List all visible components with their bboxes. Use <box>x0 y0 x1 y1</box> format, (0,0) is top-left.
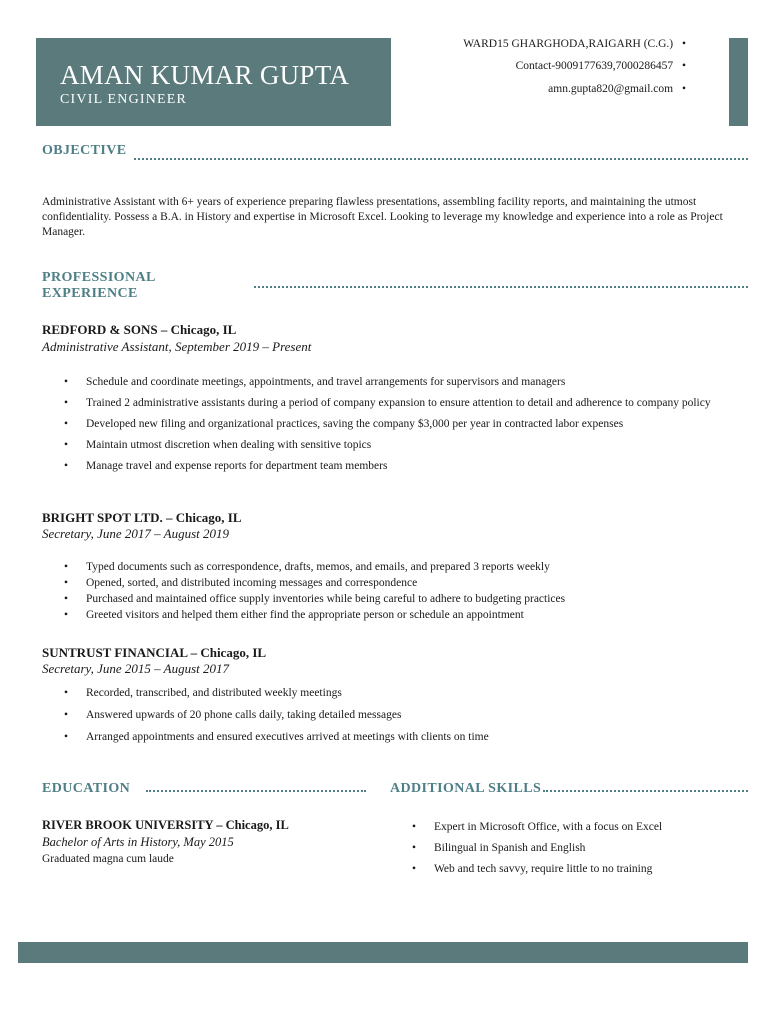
list-item <box>42 708 742 723</box>
footer-bar <box>18 942 748 963</box>
education-school <box>42 818 289 833</box>
job-bullets <box>42 560 742 623</box>
job-company: BRIGHT SPOT LTD. – Chicago, IL <box>42 510 242 525</box>
list-item <box>42 417 742 432</box>
list-item <box>42 730 742 745</box>
job-role: Secretary, June 2015 – August 2017 <box>42 661 230 676</box>
list-item <box>390 862 748 877</box>
bullet-text: Greeted visitors and helped them either find the appropriate person or schedule an appointment <box>86 609 524 621</box>
bullet-icon: • <box>64 376 69 388</box>
bullet-icon: • <box>681 60 686 72</box>
experience-heading-line2: EXPERIENCE <box>42 286 138 301</box>
objective-heading: OBJECTIVE <box>42 143 127 158</box>
bullet-icon: • <box>64 593 69 605</box>
experience-heading-line1: PROFESSIONAL <box>42 270 156 285</box>
bullet-text: Opened, sorted, and distributed incoming messages and correspondence <box>86 577 418 589</box>
bullet-icon: • <box>64 439 69 451</box>
bullet-text: Schedule and coordinate meetings, appointments, and travel arrangements for supervisors and managers <box>86 376 566 388</box>
section-divider <box>134 158 748 160</box>
job-bullets <box>42 686 742 745</box>
section-divider <box>543 790 748 792</box>
skill-text: Web and tech savvy, require little to no training <box>434 863 653 875</box>
school-location: – Chicago, IL <box>213 818 289 832</box>
bullet-text: Answered upwards of 20 phone calls daily, taking detailed messages <box>86 709 402 721</box>
accent-bar <box>729 38 748 126</box>
candidate-title: CIVIL ENGINEER <box>60 92 188 107</box>
job-company: SUNTRUST FINANCIAL – Chicago, IL <box>42 645 267 660</box>
list-item <box>42 686 742 701</box>
job-bullets <box>42 375 742 474</box>
bullet-text: Trained 2 administrative assistants during a period of company expansion to ensure attention to detail and adherence to company policy <box>86 397 711 409</box>
bullet-icon: • <box>64 561 69 573</box>
list-item <box>42 375 742 390</box>
phone-line <box>516 60 686 72</box>
address-text: WARD15 GHARGHODA,RAIGARH (C.G.) <box>463 38 674 50</box>
education-heading: EDUCATION <box>42 781 131 796</box>
list-item <box>42 459 742 474</box>
list-item <box>42 438 742 453</box>
bullet-text: Maintain utmost discretion when dealing with sensitive topics <box>86 439 372 451</box>
education-honors: Graduated magna cum laude <box>42 853 174 865</box>
bullet-text: Recorded, transcribed, and distributed weekly meetings <box>86 687 342 699</box>
skill-text: Bilingual in Spanish and English <box>434 842 586 854</box>
list-item <box>390 820 748 835</box>
candidate-name: AMAN KUMAR GUPTA <box>60 60 350 90</box>
list-item <box>42 576 742 591</box>
experience-heading <box>42 270 156 302</box>
section-divider <box>146 790 366 792</box>
bullet-icon: • <box>412 842 417 854</box>
bullet-icon: • <box>64 687 69 699</box>
bullet-icon: • <box>681 38 686 50</box>
email-text: amn.gupta820@gmail.com <box>548 83 674 95</box>
skills-list <box>390 820 748 877</box>
bullet-icon: • <box>64 709 69 721</box>
job-role: Secretary, June 2017 – August 2019 <box>42 526 230 541</box>
objective-text: Administrative Assistant with 6+ years of experience preparing flawless presentations, assembling facility reports, and maintaining the utmost confidentiality. Possess a B.A. in History and expertise in Microsoft Excel. Looking to leverage my knowledge and experience into a role as Project Manager. <box>42 196 723 238</box>
bullet-icon: • <box>64 397 69 409</box>
bullet-icon: • <box>64 460 69 472</box>
name-banner <box>36 38 391 126</box>
bullet-text: Manage travel and expense reports for department team members <box>86 460 388 472</box>
email-line <box>548 83 686 95</box>
list-item <box>42 608 742 623</box>
bullet-text: Typed documents such as correspondence, drafts, memos, and emails, and prepared 3 reports weekly <box>86 561 550 573</box>
bullet-text: Arranged appointments and ensured executives arrived at meetings with clients on time <box>86 731 489 743</box>
bullet-text: Purchased and maintained office supply inventories while being careful to adhere to budgeting practices <box>86 593 566 605</box>
bullet-icon: • <box>64 577 69 589</box>
bullet-icon: • <box>412 863 417 875</box>
list-item <box>42 396 742 411</box>
job-role: Administrative Assistant, September 2019 – Present <box>42 339 312 354</box>
phone-text: Contact-9009177639,7000286457 <box>515 60 674 72</box>
bullet-icon: • <box>64 609 69 621</box>
skills-heading: ADDITIONAL SKILLS <box>390 781 542 796</box>
list-item <box>42 592 742 607</box>
list-item <box>42 560 742 575</box>
school-name: RIVER BROOK UNIVERSITY <box>42 818 214 832</box>
education-degree: Bachelor of Arts in History, May 2015 <box>42 835 234 849</box>
bullet-icon: • <box>64 418 69 430</box>
bullet-text: Developed new filing and organizational practices, saving the company $3,000 per year in contracted labor expenses <box>86 418 624 430</box>
bullet-icon: • <box>64 731 69 743</box>
bullet-icon: • <box>681 83 686 95</box>
address-line <box>463 38 686 50</box>
skill-text: Expert in Microsoft Office, with a focus on Excel <box>434 821 663 833</box>
section-divider <box>254 286 748 288</box>
bullet-icon: • <box>412 821 417 833</box>
list-item <box>390 841 748 856</box>
job-company: REDFORD & SONS – Chicago, IL <box>42 322 237 337</box>
